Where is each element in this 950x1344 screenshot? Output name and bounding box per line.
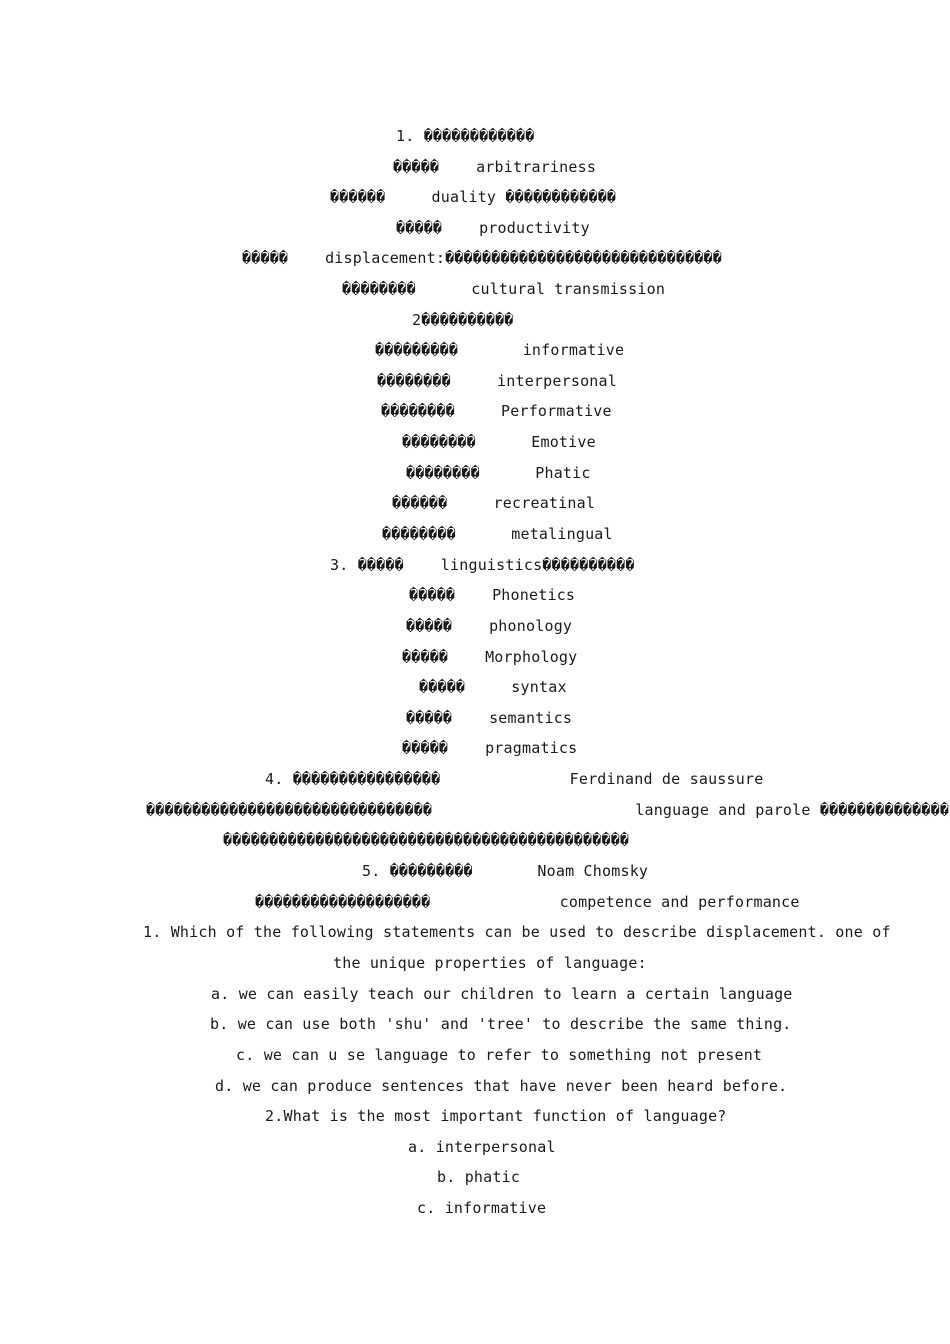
heading-functions: 2���������� bbox=[412, 311, 514, 329]
heading-design-features: 1. ������������ bbox=[396, 127, 535, 145]
item-phonetics: ����� Phonetics bbox=[409, 586, 576, 604]
question-1-option-b: b. we can use both 'shu' and 'tree' to describe the same thing. bbox=[210, 1015, 792, 1033]
item-semantics: ����� semantics bbox=[406, 709, 573, 727]
item-phatic: �������� Phatic bbox=[406, 464, 591, 482]
heading-linguistics-branches: 3. ����� linguistics���������� bbox=[330, 556, 635, 574]
item-duality: ������ duality ������������ bbox=[330, 188, 617, 206]
question-1-continued: the unique properties of language: bbox=[333, 954, 647, 972]
item-morphology: ����� Morphology bbox=[402, 648, 578, 666]
item-metalingual: �������� metalingual bbox=[382, 525, 613, 543]
item-emotive: �������� Emotive bbox=[402, 433, 596, 451]
question-1: 1. Which of the following statements can be used to describe displacement. one of bbox=[143, 923, 891, 941]
chomsky-competence-performance: ������������������� competence and performance bbox=[255, 893, 800, 911]
item-performative: �������� Performative bbox=[381, 402, 612, 420]
heading-chomsky: 5. ��������� Noam Chomsky bbox=[362, 862, 649, 880]
item-phonology: ����� phonology bbox=[406, 617, 573, 635]
question-1-option-a: a. we can easily teach our children to learn a certain language bbox=[211, 985, 793, 1003]
question-2-option-b: b. phatic bbox=[437, 1168, 521, 1186]
question-1-option-d: d. we can produce sentences that have never been heard before. bbox=[215, 1077, 788, 1095]
item-pragmatics: ����� pragmatics bbox=[402, 739, 578, 757]
heading-saussure: 4. ���������������� Ferdinand de saussure bbox=[265, 770, 764, 788]
question-2-option-a: a. interpersonal bbox=[408, 1138, 556, 1156]
question-1-option-c: c. we can u se language to refer to something not present bbox=[236, 1046, 763, 1064]
item-cultural-transmission: �������� cultural transmission bbox=[342, 280, 666, 298]
item-interpersonal: �������� interpersonal bbox=[377, 372, 617, 390]
item-displacement: ����� displacement:������������������������������ bbox=[242, 249, 722, 267]
item-syntax: ����� syntax bbox=[419, 678, 567, 696]
question-2: 2.What is the most important function of language? bbox=[265, 1107, 727, 1125]
item-informative: ��������� informative bbox=[375, 341, 625, 359]
question-2-option-c: c. informative bbox=[417, 1199, 547, 1217]
saussure-langue-parole: ������������������������������� language and parole �������������� bbox=[146, 801, 950, 819]
saussure-explanation: �������������������������������������������� bbox=[223, 831, 630, 849]
item-recreatinal: ������ recreatinal bbox=[392, 494, 596, 512]
item-arbitrariness: ����� arbitrariness bbox=[393, 158, 597, 176]
item-productivity: ����� productivity bbox=[396, 219, 590, 237]
